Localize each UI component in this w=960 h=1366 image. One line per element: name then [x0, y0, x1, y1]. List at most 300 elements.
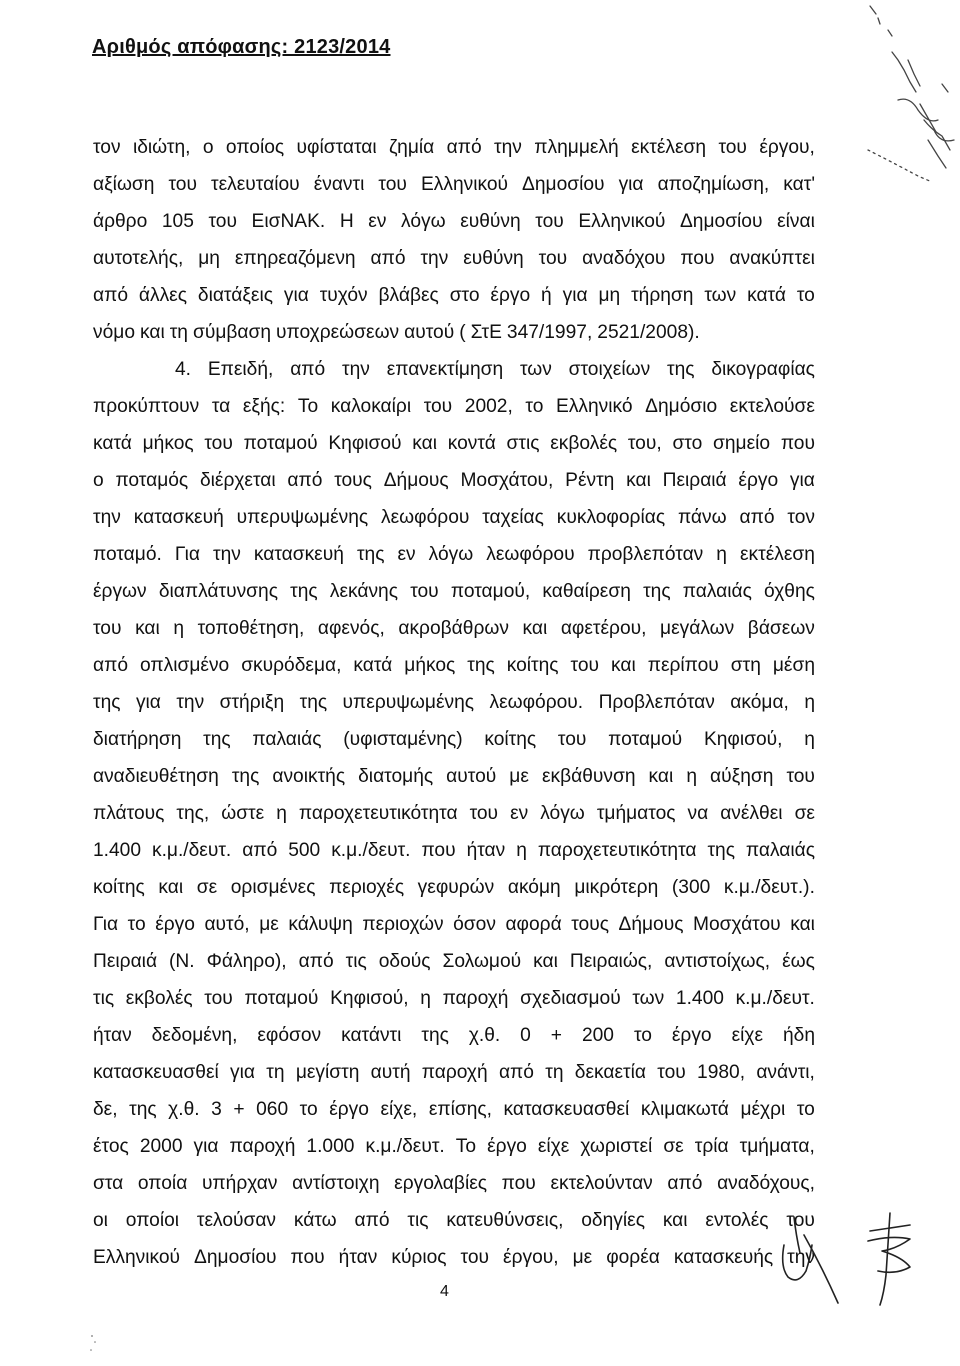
word: Φάληρο),: [206, 951, 287, 972]
word: το: [127, 914, 146, 935]
word: εργολαβίες: [394, 1173, 488, 1194]
word: αυτοτελής,: [93, 248, 184, 269]
word: ή: [541, 285, 552, 306]
word: ορισμένες: [230, 877, 316, 898]
word: αφορά: [505, 914, 562, 935]
word: χωριστεί: [580, 1136, 653, 1157]
word: 0: [520, 1025, 531, 1046]
word: ήταν: [338, 1247, 378, 1268]
word: την: [787, 1247, 815, 1268]
word: εκτελούσε: [729, 396, 815, 417]
word: εφόσον: [257, 1025, 322, 1046]
word: περιοχές: [329, 877, 405, 898]
word: με: [572, 1247, 593, 1268]
word: της: [203, 729, 231, 750]
word: τους: [334, 470, 372, 491]
word: και: [412, 433, 438, 454]
word: το: [796, 1099, 815, 1120]
word: λόγω: [428, 544, 474, 565]
word: 347/1997,: [506, 322, 593, 343]
word: είχε,: [380, 1099, 418, 1120]
word: ανακύπτει: [729, 248, 815, 269]
word: του: [168, 174, 197, 195]
handwritten-signatures-icon: [760, 1205, 930, 1315]
word: από: [290, 359, 326, 380]
word: το: [525, 396, 544, 417]
word: η: [276, 803, 287, 824]
word: Κηφισού,: [703, 729, 783, 750]
text-line: [93, 314, 815, 351]
word: το: [633, 1025, 652, 1046]
text-line: [93, 536, 815, 573]
word: Μοσχάτου: [693, 914, 781, 935]
word: σχεδιασμού: [520, 988, 621, 1009]
word: υπήρχαν: [201, 1173, 278, 1194]
text-line: [93, 795, 815, 832]
word: (Ν.: [169, 951, 195, 972]
word: παροχή: [229, 1136, 296, 1157]
word: το: [796, 285, 815, 306]
word: ευθύνη: [460, 211, 521, 232]
word: τελευταίου: [211, 174, 300, 195]
word: Το: [455, 1136, 477, 1157]
word: αυτού: [446, 766, 497, 787]
word: ποταμού,: [450, 581, 531, 602]
word: κατά: [747, 285, 786, 306]
word: υπερυψωμένης: [236, 507, 369, 528]
word: για: [618, 174, 644, 195]
word: δεδομένη,: [151, 1025, 238, 1046]
word: χ.θ.: [468, 1025, 501, 1046]
word: Το: [297, 396, 319, 417]
word: αξίωση: [93, 174, 155, 195]
word: περιοχών: [362, 914, 444, 935]
word: λεωφόρου: [381, 507, 470, 528]
word: λεωφόρου: [486, 544, 575, 565]
word: καθαίρεση: [542, 581, 631, 602]
word: προβλεπόταν: [587, 544, 704, 565]
word: ακόμη: [507, 877, 561, 898]
word: σε: [663, 1136, 684, 1157]
word: σε: [794, 803, 815, 824]
word: ακροβάθρων: [398, 618, 509, 639]
word: του: [204, 988, 233, 1009]
word: Επειδή,: [207, 359, 274, 380]
word: για: [562, 285, 588, 306]
word: εν: [510, 803, 529, 824]
word: οπλισμένο: [140, 655, 230, 676]
word: αυτή: [370, 1062, 411, 1083]
word: 500: [288, 840, 321, 861]
word: που: [290, 1247, 325, 1268]
word: πλημμελή: [534, 137, 619, 158]
text-line: [93, 462, 815, 499]
word: τον: [787, 507, 815, 528]
word: παροχετευτικότητα: [298, 803, 458, 824]
word: Κηφισού: [328, 433, 402, 454]
word: παλαιάς: [682, 581, 752, 602]
word: κατά: [93, 433, 132, 454]
word: έργο: [671, 1025, 712, 1046]
word: από: [242, 840, 278, 861]
word: άλλες: [138, 285, 187, 306]
word: της: [93, 692, 121, 713]
decision-number-header: Αριθμός απόφασης: 2123/2014: [92, 36, 391, 58]
word: περίπου: [647, 655, 719, 676]
text-line: [93, 721, 815, 758]
word: και: [158, 877, 184, 898]
word: εκτέλεση: [739, 544, 815, 565]
word: κατασκευή: [133, 507, 224, 528]
word: την: [342, 359, 370, 380]
word: 200: [581, 1025, 614, 1046]
word: έργου,: [503, 1247, 559, 1268]
word: αυτού: [404, 322, 455, 343]
word: 1980,: [697, 1062, 746, 1083]
word: υπερυψωμένης: [342, 692, 475, 713]
word: αντίστοιχη: [292, 1173, 380, 1194]
word: ώστε: [221, 803, 265, 824]
word: στα: [93, 1173, 124, 1194]
word: η: [420, 988, 431, 1009]
word: τυχόν: [319, 285, 368, 306]
word: +: [233, 1099, 245, 1120]
word: λεκάνης: [329, 581, 398, 602]
word: είχε: [537, 1136, 570, 1157]
word: της: [290, 581, 318, 602]
word: κοίτης: [93, 877, 145, 898]
text-line: [93, 351, 815, 388]
word: τις: [407, 1210, 429, 1231]
word: εκτέλεση: [631, 137, 707, 158]
word: από: [498, 1062, 534, 1083]
word: η: [516, 840, 527, 861]
word: Δημοσίου: [522, 174, 605, 195]
text-line: [93, 425, 815, 462]
word: ποταμού: [608, 729, 683, 750]
word: υποχρεώσεων: [276, 322, 400, 343]
word: (300: [671, 877, 711, 898]
word: σημείο: [713, 433, 771, 454]
word: τις: [93, 988, 115, 1009]
word: επηρεαζόμενη: [234, 248, 356, 269]
word: 060: [256, 1099, 289, 1120]
text-line: [93, 1128, 815, 1165]
word: ποταμός: [115, 470, 189, 491]
word: αυτό,: [204, 914, 250, 935]
word: νόμο: [93, 322, 135, 343]
text-line: [93, 684, 815, 721]
word: στη: [730, 655, 761, 676]
word: έως: [782, 951, 815, 972]
word: τον: [93, 137, 121, 158]
word: επανεκτίμηση: [386, 359, 504, 380]
text-line: [93, 758, 815, 795]
word: και: [140, 322, 165, 343]
word: του: [204, 433, 233, 454]
word: κάτω: [293, 1210, 337, 1231]
word: τμήματα,: [739, 1136, 815, 1157]
word: κ.μ./δευτ.: [151, 840, 232, 861]
word: κοίτης: [506, 655, 559, 676]
word: της: [231, 766, 260, 787]
word: 2521/2008).: [597, 322, 700, 343]
page-number: 4: [440, 1283, 449, 1300]
text-line: [93, 647, 815, 684]
word: τοποθέτηση,: [197, 618, 305, 639]
word: Για: [174, 544, 200, 565]
word: 4.: [175, 359, 192, 380]
word: ταχείας: [482, 507, 544, 528]
word: 3: [211, 1099, 222, 1120]
word: το: [299, 1099, 318, 1120]
word: τη: [169, 322, 188, 343]
word: η: [686, 766, 697, 787]
word: ΣτΕ: [470, 322, 502, 343]
word: Μοσχάτου,: [460, 470, 554, 491]
word: την: [494, 137, 522, 158]
word: +: [550, 1025, 563, 1046]
word: Προβλεπόταν: [598, 692, 715, 713]
word: Πειραιά: [662, 470, 727, 491]
word: κλιμακωτά: [640, 1099, 729, 1120]
text-line: [93, 1202, 815, 1239]
word: και: [533, 951, 558, 972]
word: διέρχεται: [199, 470, 276, 491]
text-line: [93, 832, 815, 869]
word: στήριξη: [219, 692, 285, 713]
word: αύξηση: [710, 766, 774, 787]
word: των: [704, 285, 737, 306]
word: και: [626, 470, 651, 491]
word: αντιστοίχως,: [664, 951, 771, 972]
word: του: [208, 211, 237, 232]
word: για: [230, 1062, 255, 1083]
word: όχθης: [764, 581, 815, 602]
word: Δημόσιο: [645, 396, 718, 417]
word: κατευθύνσεις,: [446, 1210, 564, 1231]
word: της: [467, 655, 495, 676]
word: αφενός,: [317, 618, 385, 639]
word: την: [176, 692, 205, 713]
word: αφετέρου,: [560, 618, 647, 639]
word: Για: [93, 914, 119, 935]
word: κ.μ./δευτ.: [735, 988, 815, 1009]
word: παροχετευτικότητα: [537, 840, 697, 861]
word: παροχή: [421, 1062, 488, 1083]
word: έργο: [329, 1099, 369, 1120]
word: στοιχείων: [568, 359, 651, 380]
word: κ.μ./δευτ.).: [723, 877, 815, 898]
word: μη: [198, 248, 220, 269]
word: φορέα: [606, 1247, 660, 1268]
word: ιδιώτη,: [132, 137, 191, 158]
word: εν: [397, 544, 416, 565]
word: ήταν: [93, 1025, 132, 1046]
word: κ.μ./δευτ.: [331, 840, 411, 861]
text-line: [93, 203, 815, 240]
word: και: [135, 618, 160, 639]
word: ΕισΝΑΚ.: [251, 211, 326, 232]
word: εντολές: [705, 1210, 769, 1231]
word: που: [421, 840, 456, 861]
word: βλάβες: [378, 285, 439, 306]
word: παλαιάς: [252, 729, 322, 750]
word: του: [538, 248, 568, 269]
text-line: [93, 906, 815, 943]
word: εκβολές: [550, 433, 618, 454]
word: οδούς: [378, 951, 431, 972]
word: κατασκευασθεί: [503, 1099, 630, 1120]
word: την: [420, 248, 449, 269]
word: ακόμα,: [730, 692, 789, 713]
word: από: [667, 1173, 703, 1194]
word: κοντά: [447, 433, 496, 454]
word: του: [423, 396, 453, 417]
word: ευθύνη: [463, 248, 524, 269]
word: έργο: [155, 914, 195, 935]
word: καλοκαίρι: [330, 396, 412, 417]
word: του: [718, 137, 747, 158]
corner-scribble-icon: [858, 0, 960, 190]
word: κυκλοφορίας: [556, 507, 666, 528]
word: για: [789, 470, 815, 491]
word: ζημία: [389, 137, 435, 158]
word: Ελληνικού: [420, 174, 508, 195]
word: τμήματος: [596, 803, 676, 824]
word: με: [509, 766, 529, 787]
text-line: [93, 129, 815, 166]
word: η: [804, 692, 815, 713]
word: έργο: [490, 285, 531, 306]
word: οποίος: [225, 137, 285, 158]
word: Ρέντη: [565, 470, 615, 491]
word: ο: [93, 470, 104, 491]
word: του,: [627, 433, 662, 454]
word: από: [298, 951, 334, 972]
word: της: [707, 840, 735, 861]
scan-speck-icon: [86, 1330, 116, 1366]
word: έργο: [487, 1136, 527, 1157]
word: αναδόχους,: [717, 1173, 815, 1194]
word: του: [469, 803, 499, 824]
word: στις: [506, 433, 540, 454]
word: να: [687, 803, 709, 824]
word: όσον: [453, 914, 496, 935]
word: του: [93, 618, 122, 639]
word: κύριος: [391, 1247, 447, 1268]
word: και: [522, 618, 548, 639]
text-line: [93, 610, 815, 647]
word: μήκος: [404, 655, 456, 676]
word: μεγάλων: [660, 618, 735, 639]
word: είναι: [777, 211, 815, 232]
word: κ.μ./δευτ.: [365, 1136, 445, 1157]
word: και: [648, 766, 674, 787]
word: μήκος: [142, 433, 194, 454]
word: ποταμού: [244, 988, 319, 1009]
text-line: [93, 573, 815, 610]
word: Δημοσίου: [679, 211, 763, 232]
word: της: [643, 581, 671, 602]
word: εκβολές: [125, 988, 193, 1009]
word: που: [680, 248, 715, 269]
word: κοίτης: [484, 729, 537, 750]
text-line: [93, 1165, 815, 1202]
word: του: [378, 174, 407, 195]
word: υφίσταται: [296, 137, 377, 158]
word: εξής:: [242, 396, 286, 417]
text-line: [93, 277, 815, 314]
word: τελούσαν: [196, 1210, 277, 1231]
word: σκυρόδεμα,: [241, 655, 342, 676]
word: δε,: [93, 1099, 118, 1120]
word: διατήρηση: [93, 729, 182, 750]
word: δεκαετία: [574, 1062, 646, 1083]
word: από: [93, 285, 129, 306]
word: η: [173, 618, 185, 639]
word: έργου,: [759, 137, 815, 158]
word: προκύπτουν: [93, 396, 200, 417]
word: της: [421, 1025, 449, 1046]
word: 105: [161, 211, 194, 232]
word: κατασκευής: [673, 1247, 774, 1268]
word: της: [667, 359, 695, 380]
word: που: [501, 1173, 536, 1194]
word: αναδιευθέτηση: [93, 766, 219, 787]
word: λόγω: [540, 803, 585, 824]
word: Δημοσίου: [194, 1247, 277, 1268]
word: από: [370, 248, 406, 269]
word: ο: [202, 137, 214, 158]
word: 2002,: [464, 396, 513, 417]
word: Δήμους: [383, 470, 449, 491]
word: η: [804, 729, 815, 750]
word: Ελληνικού: [93, 1247, 181, 1268]
word: διαπλάτυνσης: [158, 581, 278, 602]
word: του: [460, 1247, 490, 1268]
word: άρθρο: [93, 211, 148, 232]
document-body: [93, 129, 815, 1276]
word: ανέλθει: [720, 803, 783, 824]
word: τα: [211, 396, 231, 417]
word: έναντι: [313, 174, 365, 195]
word: την: [93, 507, 121, 528]
word: του: [410, 581, 439, 602]
word: έργο: [738, 470, 779, 491]
word: οποία: [137, 1173, 188, 1194]
word: παλαιάς: [745, 840, 815, 861]
word: των: [519, 359, 552, 380]
word: από: [446, 137, 482, 158]
word: λόγω: [401, 211, 446, 232]
word: της,: [176, 803, 210, 824]
word: από: [93, 655, 129, 676]
word: Η: [339, 211, 354, 232]
word: σύμβαση: [192, 322, 272, 343]
word: της: [299, 692, 328, 713]
word: ήδη: [782, 1025, 815, 1046]
word: Κηφισού,: [330, 988, 409, 1009]
word: που: [780, 433, 815, 454]
word: παροχή: [442, 988, 509, 1009]
word: για: [283, 285, 309, 306]
word: σε: [196, 877, 218, 898]
word: 1.400: [675, 988, 724, 1009]
text-line: [93, 1091, 815, 1128]
word: οποίοι: [125, 1210, 180, 1231]
word: ποταμό.: [93, 544, 162, 565]
